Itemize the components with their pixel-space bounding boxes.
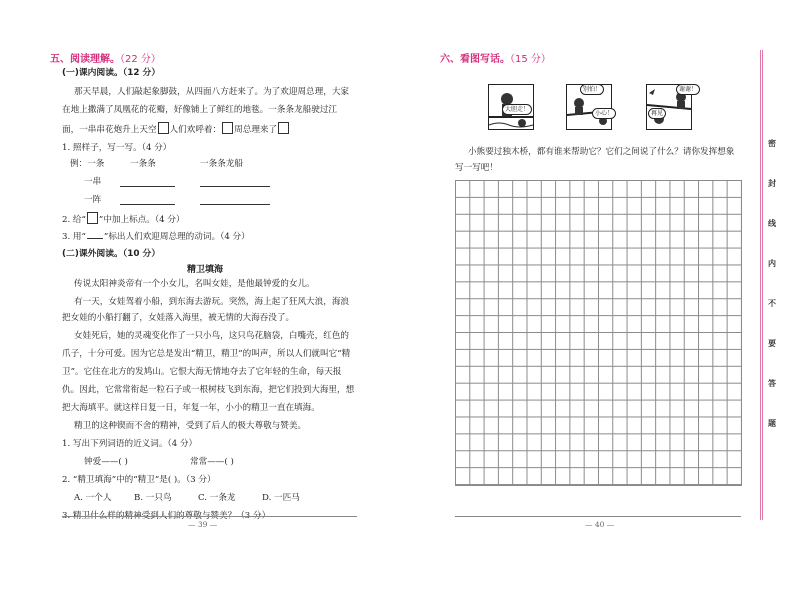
story-line-1: 传说太阳神炎帝有一个小女儿，名叫女娃，是他最钟爱的女儿。 [74, 279, 315, 289]
q1-example-right: 一条条龙船 [200, 159, 243, 169]
q1-text: 1. 照样子，写一写。（4 分） [62, 143, 172, 153]
writing-prompt-line-1: 小熊要过独木桥，都有谁来帮助它？它们之间说了什么？请你发挥想象 [468, 147, 735, 157]
story-line-2: 有一天，女娃驾着小船，到东海去游玩。突然，海上起了狂风大浪，海浪 [74, 297, 350, 307]
seal-line-inner [762, 50, 763, 520]
q1-example-label: 例：一条 [70, 159, 105, 169]
q1-row3-label: 一阵 [84, 195, 102, 205]
story-line-8: 把大海填平。就这样日复一日，年复一年，小小的精卫一直在填海。 [62, 403, 320, 413]
passage-line-1: 那天早晨，人们敲起象脚鼓，从四面八方赶来了。为了欢迎周总理，大家 [74, 87, 350, 97]
sq1-text: 1. 写出下列词语的近义词。（4 分） [62, 439, 198, 449]
sq2-option-b[interactable]: B. 一只鸟 [134, 493, 172, 503]
q1-row2-label: 一串 [84, 177, 102, 187]
left-page-number: — 39 — [188, 520, 218, 529]
writing-grid[interactable] [455, 180, 742, 486]
part2-title: (二)课外阅读。（10 分） [62, 249, 161, 259]
story-line-3: 把女娃的小船打翻了，女娃落入海里，被无情的大海吞没了。 [62, 313, 295, 323]
q3-text: 3. 用“ ”标出人们欢迎周总理的动词。（4 分） [62, 232, 250, 242]
punct-box-2[interactable] [222, 122, 233, 134]
seal-char-3: 线 [768, 218, 776, 228]
q1-row3-blank2[interactable] [200, 204, 270, 205]
sq1-answer-b[interactable]: 常常——( ) [190, 457, 234, 467]
passage-line-3: 面，一串串花炮升上天空 人们欢呼着： 周总理来了 [62, 122, 290, 136]
story-line-5: 爪子，十分可爱。因为它总是发出“精卫，精卫”的叫声，所以人们就叫它“精 [62, 349, 351, 359]
q2-text: 2. 给“ ”中加上标点。（4 分） [62, 212, 185, 226]
q1-example-mid: 一条条 [130, 159, 156, 169]
sq2-option-c[interactable]: C. 一条龙 [198, 493, 236, 503]
seal-char-1: 密 [768, 138, 776, 148]
section-five-title: 五、阅读理解。（22 分） [50, 54, 161, 65]
speech-bubble-careful: 小心！ [592, 108, 616, 119]
sq3-text: 3. 精卫什么样的精神受到人们的尊敬与赞美？（3 分） [62, 511, 271, 521]
writing-prompt-line-2: 写一写吧！ [455, 163, 498, 173]
sq1-answer-a[interactable]: 钟爱——( ) [84, 457, 128, 467]
story-line-4: 女娃死后，她的灵魂变化作了一只小鸟，这只鸟花脑袋，白嘴壳，红色的 [74, 331, 350, 341]
seal-char-6: 要 [768, 338, 776, 348]
section-six-title: 六、看图写话。（15 分） [440, 54, 551, 65]
seal-line [760, 50, 761, 520]
story-title: 精卫填海 [187, 265, 224, 275]
q1-row2-blank1[interactable] [120, 186, 175, 187]
story-line-9: 精卫的这种锲而不舍的精神，受到了后人的极大尊敬与赞美。 [74, 421, 307, 431]
right-page-number: — 40 — [585, 520, 615, 529]
q1-row3-blank1[interactable] [120, 204, 175, 205]
story-line-7: 仇。因此，它常常衔起一粒石子或一根树枝飞到东海，把它们投到大海里，想 [62, 385, 355, 395]
q2-box-icon [87, 212, 98, 224]
sq2-option-d[interactable]: D. 一匹马 [262, 493, 300, 503]
sq2-option-a[interactable]: A. 一个人 [74, 493, 112, 503]
speech-bubble-dont-fear: 别怕！ [580, 84, 604, 95]
seal-char-7: 答 [768, 378, 776, 388]
q3-underline-icon [87, 230, 103, 239]
story-line-6: 卫”。它住在北方的发鸠山。它恨大海无情地夺去了它年轻的生命，每天报 [62, 367, 342, 377]
punct-box-1[interactable] [158, 122, 169, 134]
right-footer-line [455, 516, 741, 517]
speech-bubble-brave: 大胆走！ [502, 104, 532, 115]
sq2-text: 2. “精卫填海”中的“精卫”是( )。（3 分） [62, 475, 216, 485]
punct-box-3[interactable] [278, 122, 289, 134]
seal-char-4: 内 [768, 258, 776, 268]
seal-char-5: 不 [768, 298, 776, 308]
q1-row2-blank2[interactable] [200, 186, 270, 187]
seal-char-2: 封 [768, 178, 776, 188]
part1-title: (一)课内阅读。（12 分） [62, 68, 161, 78]
speech-bubble-thanks: 谢谢！ [676, 84, 700, 95]
speech-bubble-bye: 再见 [648, 108, 666, 119]
passage-line-2: 在地上撒满了凤凰花的花瓣，好像铺上了鲜红的地毯。一条条龙船驶过江 [62, 105, 338, 115]
seal-char-8: 题 [768, 418, 776, 428]
left-footer-line [62, 516, 357, 517]
